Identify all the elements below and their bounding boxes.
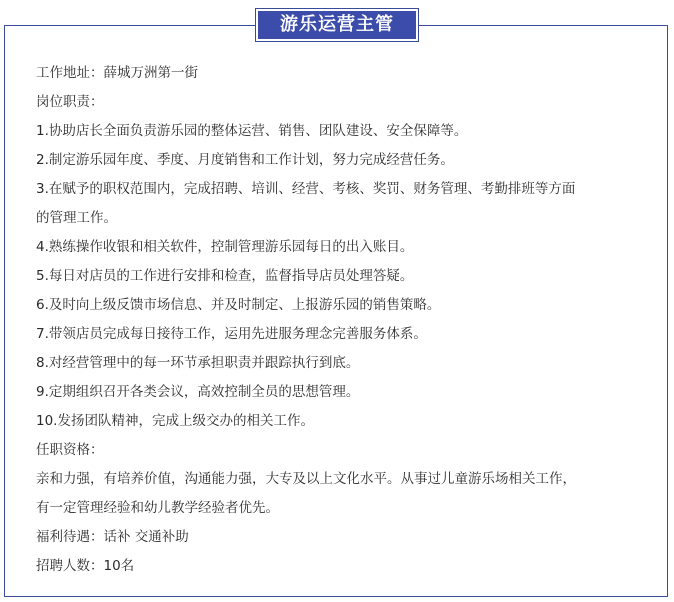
duties-heading: 岗位职责： [36, 94, 104, 110]
duty-item: 9.定期组织召开各类会议，高效控制全员的思想管理。 [36, 384, 360, 400]
requirement-item: 有一定管理经验和幼儿教学经验者优先。 [36, 500, 279, 516]
requirement-item: 亲和力强，有培养价值，沟通能力强，大专及以上文化水平。从事过儿童游乐场相关工作， [36, 471, 576, 487]
job-content [36, 59, 656, 581]
headcount: 招聘人数：10名 [36, 558, 135, 574]
requirements-heading: 任职资格： [36, 442, 104, 458]
duty-item: 4.熟练操作收银和相关软件，控制管理游乐园每日的出入账目。 [36, 239, 414, 255]
duty-item: 2.制定游乐园年度、季度、月度销售和工作计划，努力完成经营任务。 [36, 152, 454, 168]
duty-item: 3.在赋予的职权范围内，完成招聘、培训、经营、考核、奖罚、财务管理、考勤排班等方面 [36, 181, 576, 197]
duty-item: 的管理工作。 [36, 210, 117, 226]
job-title: 游乐运营主管 [280, 14, 394, 35]
title-banner [256, 9, 418, 41]
duty-item: 7.带领店员完成每日接待工作，运用先进服务理念完善服务体系。 [36, 326, 427, 342]
duty-item: 6.及时向上级反馈市场信息、并及时制定、上报游乐园的销售策略。 [36, 297, 441, 313]
work-location: 工作地址：薛城万洲第一街 [36, 65, 198, 81]
duty-item: 1.协助店长全面负责游乐园的整体运营、销售、团队建设、安全保障等。 [36, 123, 468, 139]
duty-item: 10.发扬团队精神，完成上级交办的相关工作。 [36, 413, 314, 429]
duty-item: 8.对经营管理中的每一环节承担职责并跟踪执行到底。 [36, 355, 360, 371]
duty-item: 5.每日对店员的工作进行安排和检查，监督指导店员处理答疑。 [36, 268, 414, 284]
benefits: 福利待遇：话补 交通补助 [36, 529, 189, 545]
